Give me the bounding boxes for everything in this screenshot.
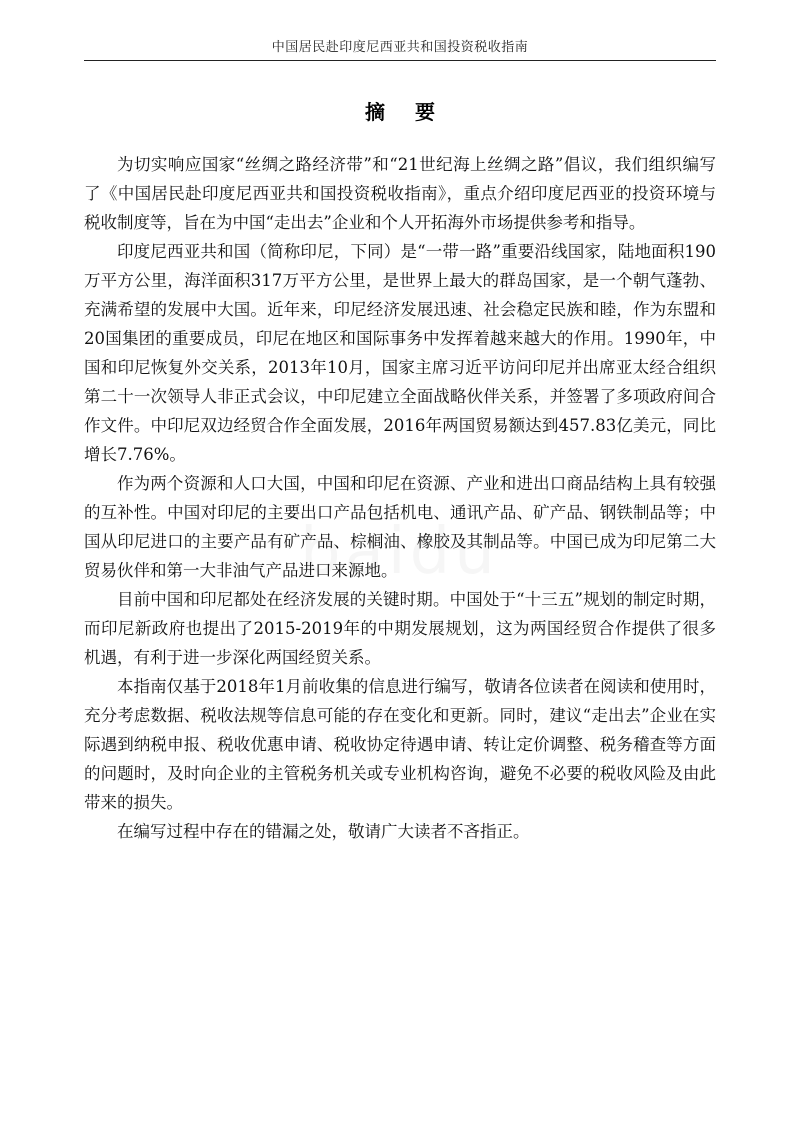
paragraph-intro: 为切实响应国家“丝绸之路经济带”和“21世纪海上丝绸之路”倡议，我们组织编写了《中国居民赴印度尼西亚共和国投资税收指南》，重点介绍印度尼西亚的投资环境与税收制度等，旨在为中国“走出去”企业和个人开拓海外市场提供参考和指导。	[84, 155, 716, 232]
paragraph-development-period: 目前中国和印尼都处在经济发展的关键时期。中国处于“十三五”规划的制定时期，而印尼新政府也提出了2015-2019年的中期发展规划，这为两国经贸合作提供了很多机遇，有利于进一步深化两国经贸关系。	[84, 590, 716, 667]
abstract-body	[84, 150, 716, 846]
paragraph-closing: 在编写过程中存在的错漏之处，敬请广大读者不吝指正。	[117, 822, 530, 841]
header-divider	[84, 60, 716, 61]
page-title: 摘要	[365, 100, 465, 124]
paragraph-disclaimer: 本指南仅基于2018年1月前收集的信息进行编写，敬请各位读者在阅读和使用时，充分考虑数据、税收法规等信息可能的存在变化和更新。同时，建议“走出去”企业在实际遇到纳税申报、税收优惠申请、税收协定待遇申请、转让定价调整、税务稽查等方面的问题时，及时向企业的主管税务机关或专业机构咨询，避免不必要的税收风险及由此带来的损失。	[84, 677, 716, 812]
paragraph-indonesia-overview: 印度尼西亚共和国（简称印尼，下同）是“一带一路”重要沿线国家，陆地面积190万平方公里，海洋面积317万平方公里，是世界上最大的群岛国家，是一个朝气蓬勃、充满希望的发展中大国。近年来，印尼经济发展迅速、社会稳定民族和睦，作为东盟和20国集团的重要成员，印尼在地区和国际事务中发挥着越来越大的作用。1990年，中国和印尼恢复外交关系，2013年10月，国家主席习近平访问印尼并出席亚太经合组织第二十一次领导人非正式会议，中印尼建立全面战略伙伴关系，并签署了多项政府间合作文件。中印尼双边经贸合作全面发展，2016年两国贸易额达到457.83亿美元，同比增长7.76%。	[84, 242, 716, 464]
running-header: 中国居民赴印度尼西亚共和国投资税收指南	[271, 40, 529, 55]
paragraph-trade-complementarity: 作为两个资源和人口大国，中国和印尼在资源、产业和进出口商品结构上具有较强的互补性。中国对印尼的主要出口产品包括机电、通讯产品、矿产品、钢铁制品等；中国从印尼进口的主要产品有矿产品、棕榈油、橡胶及其制品等。中国已成为印尼第二大贸易伙伴和第一大非油气产品进口来源地。	[84, 474, 716, 580]
